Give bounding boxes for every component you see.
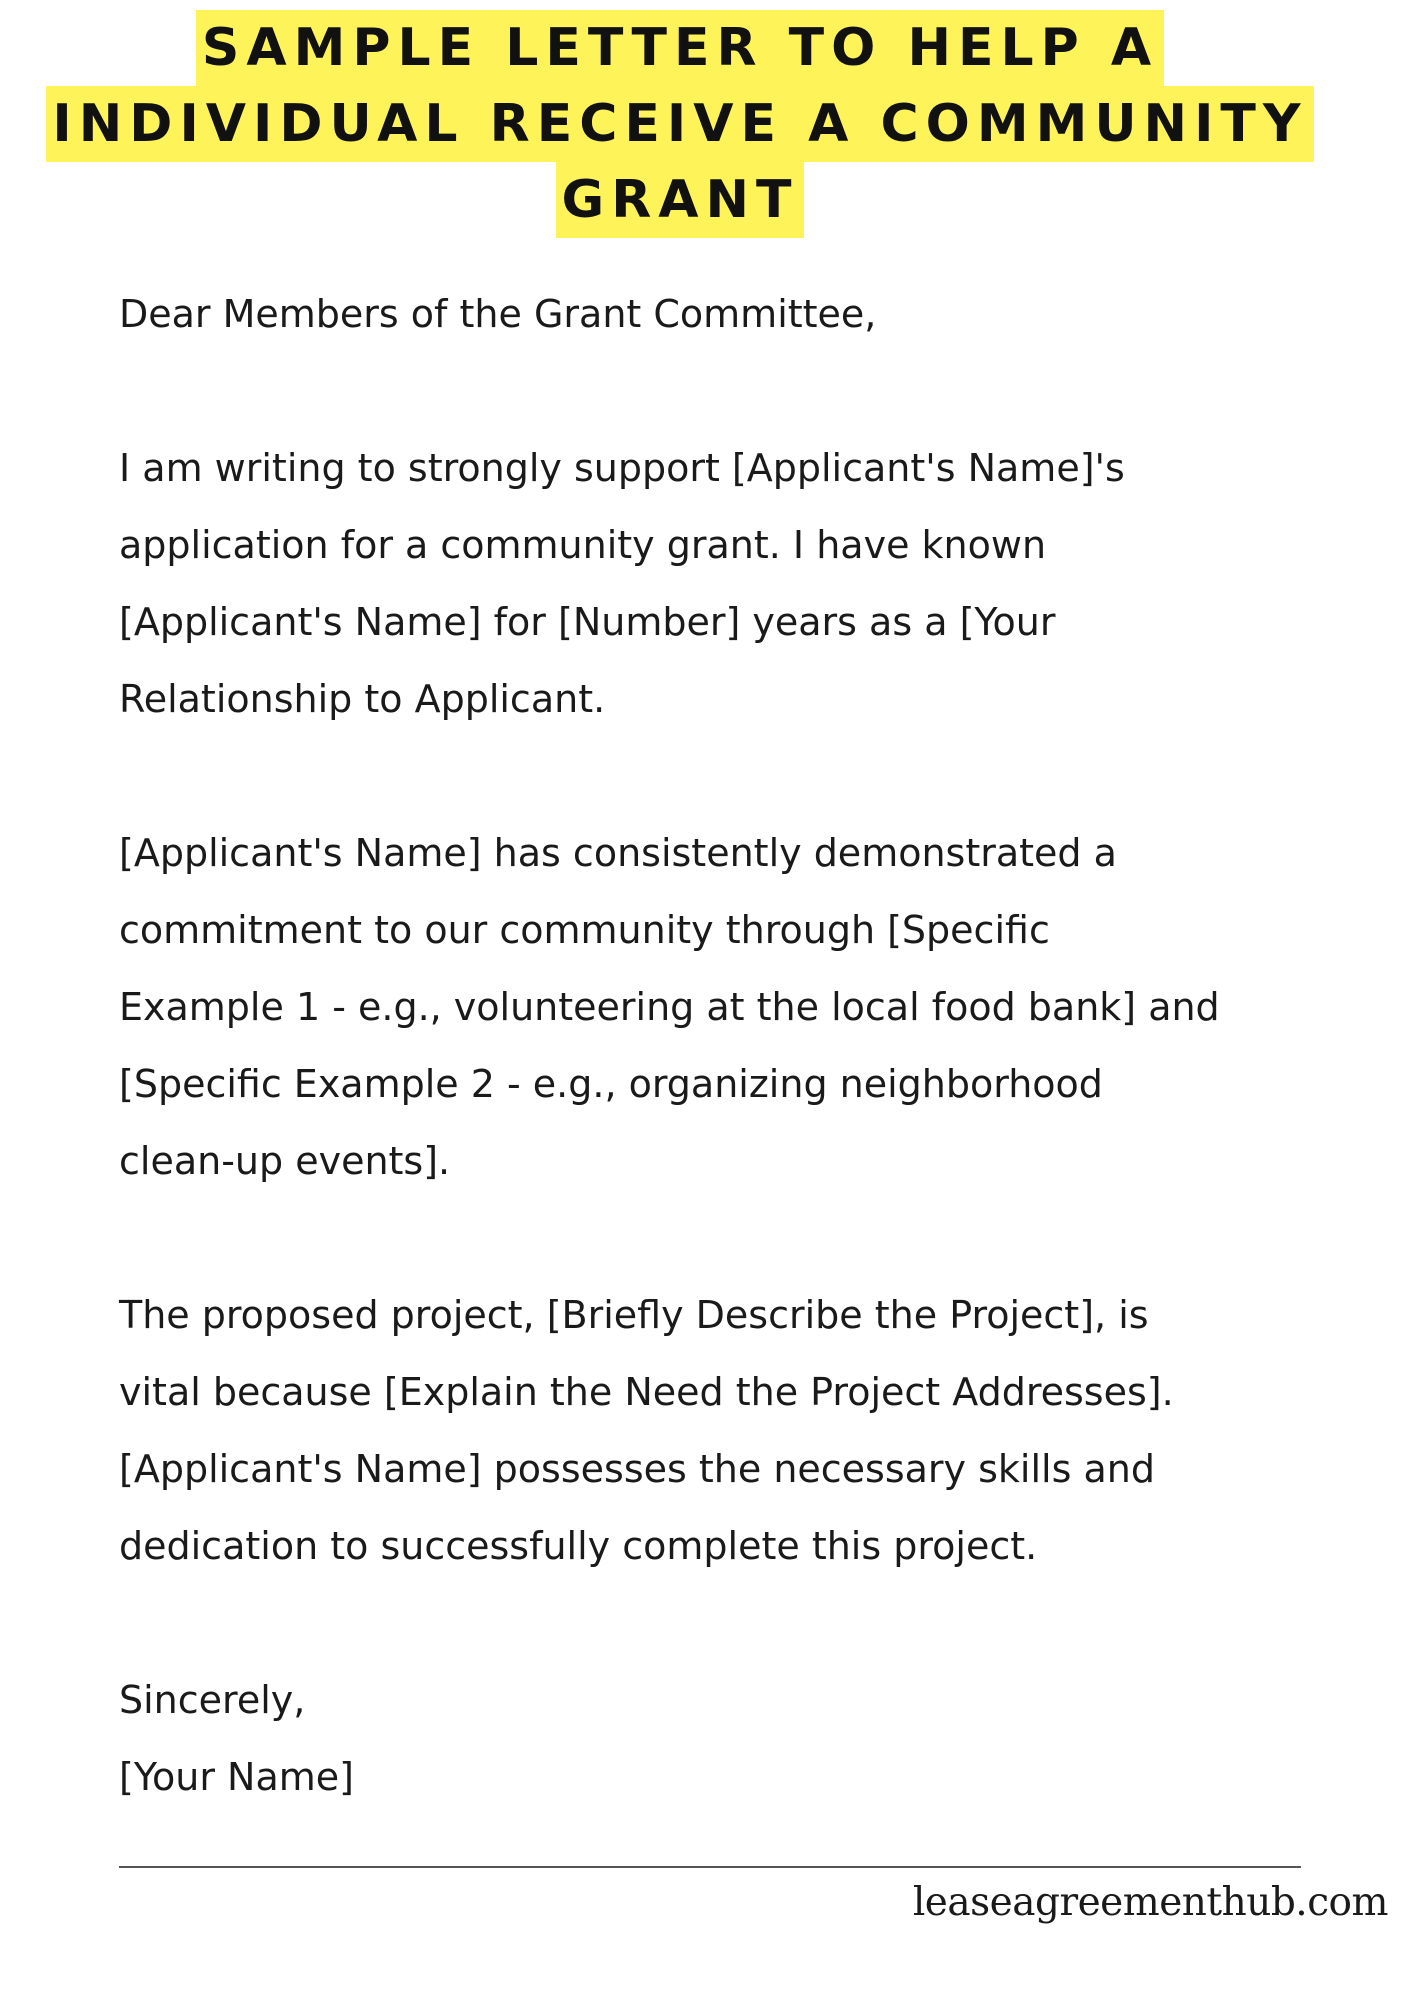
footer-divider <box>119 1866 1301 1868</box>
paragraph-3-line-4: dedication to successfully complete this project. <box>119 1524 1038 1568</box>
paragraph-3-line-2: vital because [Explain the Need the Project Addresses]. <box>119 1370 1174 1414</box>
signature: [Your Name] <box>119 1755 354 1799</box>
spacer <box>119 353 1359 430</box>
paragraph-1-line-1: I am writing to strongly support [Applicant's Name]'s <box>119 446 1125 490</box>
salutation: Dear Members of the Grant Committee, <box>119 292 877 336</box>
paragraph-3-line-1: The proposed project, [Briefly Describe the Project], is <box>119 1293 1149 1337</box>
paragraph-3-line-3: [Applicant's Name] possesses the necessary skills and <box>119 1447 1155 1491</box>
spacer <box>119 1200 1359 1277</box>
paragraph-1-line-2: application for a community grant. I have known <box>119 523 1047 567</box>
paragraph-1-line-4: Relationship to Applicant. <box>119 677 606 721</box>
site-name: leaseagreementhub.com <box>912 1880 1388 1925</box>
title-line-3: GRANT <box>556 162 805 238</box>
closing: Sincerely, <box>119 1678 306 1722</box>
paragraph-1-line-3: [Applicant's Name] for [Number] years as a [Your <box>119 600 1056 644</box>
paragraph-2-line-1: [Applicant's Name] has consistently demonstrated a <box>119 831 1117 875</box>
spacer <box>119 1585 1359 1662</box>
spacer <box>119 738 1359 815</box>
paragraph-2-line-5: clean-up events]. <box>119 1139 451 1183</box>
title-line-2: INDIVIDUAL RECEIVE A COMMUNITY <box>46 86 1313 162</box>
page-title <box>0 10 1360 238</box>
title-line-1: SAMPLE LETTER TO HELP A <box>196 10 1164 86</box>
paragraph-2-line-2: commitment to our community through [Specific <box>119 908 1050 952</box>
paragraph-2-line-4: [Specific Example 2 - e.g., organizing neighborhood <box>119 1062 1103 1106</box>
paragraph-2-line-3: Example 1 - e.g., volunteering at the local food bank] and <box>119 985 1220 1029</box>
letter-body <box>119 276 1359 1816</box>
